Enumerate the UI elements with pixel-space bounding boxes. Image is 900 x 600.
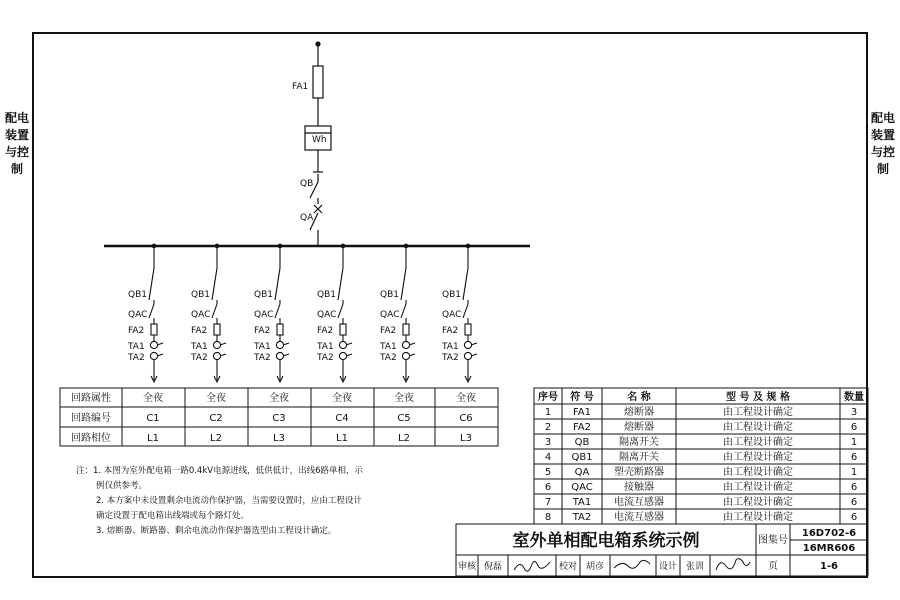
fuse-fa2-symbol xyxy=(403,324,409,335)
contactor-qac-blade xyxy=(401,304,406,318)
equipment-cell: TA1 xyxy=(572,497,592,508)
equipment-cell: 隔离开关 xyxy=(619,452,659,463)
ct-ta1-symbol xyxy=(213,341,220,348)
ct-ta1-symbol xyxy=(464,341,471,348)
equipment-cell: 1 xyxy=(544,407,552,418)
contactor-qac-blade xyxy=(149,304,154,318)
branch-device-label: QB1 xyxy=(128,290,147,300)
circuit-cell: L2 xyxy=(210,433,222,444)
equipment-cell: QAC xyxy=(571,482,593,493)
circuit-cell: C1 xyxy=(146,413,160,424)
isolator-qb-label: QB xyxy=(300,179,314,189)
circuit-row-header: 回路属性 xyxy=(71,393,111,404)
ct-ta1-symbol xyxy=(402,341,409,348)
check-signature xyxy=(614,560,650,568)
circuit-cell: C2 xyxy=(209,413,223,424)
branch-device-label: TA1 xyxy=(317,342,334,352)
equipment-cell: FA2 xyxy=(572,422,592,433)
contactor-qac-blade xyxy=(212,304,217,318)
contactor-qac-blade xyxy=(338,304,343,318)
ct-ta2-symbol xyxy=(464,352,471,359)
equipment-cell: 电流互感器 xyxy=(614,497,664,508)
equipment-cell: 1 xyxy=(850,467,858,478)
branch-feeder xyxy=(401,244,415,382)
branch-device-label: TA2 xyxy=(128,353,145,363)
circuit-row-header: 回路相位 xyxy=(71,433,111,444)
equipment-header: 数量 xyxy=(844,392,864,403)
review-name: 倪磊 xyxy=(483,562,503,572)
ct-ta1-symbol xyxy=(276,341,283,348)
equipment-cell: FA1 xyxy=(572,407,592,418)
note-line: 3. 熔断器、断路器、剩余电流动作保护器选型由工程设计确定。 xyxy=(96,526,337,536)
branch-device-label: QB1 xyxy=(442,290,461,300)
isolator-qb1-blade xyxy=(275,268,280,300)
circuit-cell: L1 xyxy=(147,433,159,444)
fuse-fa1-symbol xyxy=(313,66,323,98)
branch-device-label: FA2 xyxy=(191,326,208,336)
notes xyxy=(76,464,466,539)
fuse-fa2-symbol xyxy=(340,324,346,335)
design-signature xyxy=(716,559,750,570)
circuit-cell: 全夜 xyxy=(269,393,289,404)
ct-ta2-symbol xyxy=(150,352,157,359)
side-label-line: 配电 xyxy=(870,111,895,125)
branch-device-label: TA2 xyxy=(191,353,208,363)
isolator-qb1-blade xyxy=(401,268,406,300)
note-line: 注：1. 本图为室外配电箱一路0.4kV电源进线，低供低计，出线6路单相，示 xyxy=(76,466,363,476)
branch-feeder xyxy=(275,244,289,382)
equipment-cell: 6 xyxy=(850,452,858,463)
circuit-cell: L3 xyxy=(273,433,285,444)
equipment-cell: 7 xyxy=(544,497,552,508)
equipment-cell: 1 xyxy=(850,437,858,448)
branch-device-label: QAC xyxy=(254,310,274,320)
circuit-cell: C4 xyxy=(335,413,349,424)
branch-feeder xyxy=(338,244,352,382)
review-label: 审核 xyxy=(457,562,477,572)
branch-device-label: TA1 xyxy=(191,342,208,352)
branch-device-label: TA1 xyxy=(254,342,271,352)
branch-device-label: FA2 xyxy=(128,326,145,336)
equipment-cell: 由工程设计确定 xyxy=(723,482,793,493)
note-line: 例仅供参考。 xyxy=(96,481,148,491)
equipment-cell: 由工程设计确定 xyxy=(723,437,793,448)
branch-device-label: FA2 xyxy=(317,326,334,336)
equipment-cell: 熔断器 xyxy=(624,407,654,418)
branch-device-label: QAC xyxy=(380,310,400,320)
equipment-cell: 由工程设计确定 xyxy=(723,467,793,478)
ct-ta1-symbol xyxy=(339,341,346,348)
side-label-line: 装置 xyxy=(870,128,895,142)
equipment-cell: QB1 xyxy=(571,452,593,463)
side-label-line: 制 xyxy=(876,162,889,176)
side-label-line: 配电 xyxy=(4,111,29,125)
isolator-qb1-blade xyxy=(212,268,217,300)
equipment-cell: 接触器 xyxy=(624,482,654,493)
design-label: 设计 xyxy=(658,562,678,572)
equipment-cell: 4 xyxy=(544,452,552,463)
branch-device-label: QB1 xyxy=(380,290,399,300)
branch-device-label: FA2 xyxy=(380,326,397,336)
branch-device-label: FA2 xyxy=(254,326,271,336)
fuse-fa2-symbol xyxy=(151,324,157,335)
circuit-cell: C3 xyxy=(272,413,286,424)
contactor-qac-blade xyxy=(463,304,468,318)
contactor-qac-blade xyxy=(275,304,280,318)
design-name: 张训 xyxy=(685,562,705,572)
equipment-cell: 由工程设计确定 xyxy=(723,422,793,433)
isolator-qb1-blade xyxy=(149,268,154,300)
ct-ta2-symbol xyxy=(402,352,409,359)
equipment-cell: 6 xyxy=(544,482,552,493)
side-label-line: 装置 xyxy=(4,128,29,142)
equipment-cell: 6 xyxy=(850,497,858,508)
branch-device-label: TA2 xyxy=(380,353,397,363)
fuse-fa2-symbol xyxy=(277,324,283,335)
branch-device-label: QAC xyxy=(191,310,211,320)
equipment-cell: QA xyxy=(574,467,590,478)
equipment-cell: 3 xyxy=(544,437,552,448)
branch-feeder xyxy=(463,244,477,382)
circuit-cell: 全夜 xyxy=(332,393,352,404)
atlas-number-1: 16D702-6 xyxy=(801,528,857,539)
branch-device-label: QAC xyxy=(317,310,337,320)
branch-device-label: QB1 xyxy=(317,290,336,300)
branch-device-label: TA2 xyxy=(317,353,334,363)
ct-ta2-symbol xyxy=(339,352,346,359)
circuit-cell: L2 xyxy=(398,433,410,444)
equipment-cell: 隔离开关 xyxy=(619,437,659,448)
circuit-row-header: 回路编号 xyxy=(71,413,111,424)
equipment-header: 序号 xyxy=(538,392,558,403)
equipment-cell: QB xyxy=(574,437,590,448)
check-label: 校对 xyxy=(558,562,578,572)
ct-ta1-symbol xyxy=(150,341,157,348)
circuit-cell: 全夜 xyxy=(456,393,476,404)
branch-device-label: TA1 xyxy=(128,342,145,352)
isolator-qb1-blade xyxy=(463,268,468,300)
check-name: 胡彦 xyxy=(585,562,605,572)
equipment-header: 型 号 及 规 格 xyxy=(726,392,790,403)
branch-device-label: FA2 xyxy=(442,326,459,336)
circuit-cell: 全夜 xyxy=(143,393,163,404)
branch-feeder xyxy=(149,244,163,382)
review-signature xyxy=(514,561,550,571)
outgoing-branches xyxy=(127,244,477,382)
circuit-cell: L3 xyxy=(460,433,472,444)
equipment-cell: 2 xyxy=(544,422,552,433)
equipment-cell: 6 xyxy=(850,512,858,523)
note-line: 2. 本方案中未设置剩余电流动作保护器，当需要设置时，应由工程设计 xyxy=(96,496,362,506)
page-label: 页 xyxy=(768,561,778,572)
branch-device-label: TA1 xyxy=(380,342,397,352)
meter-label: Wh xyxy=(312,135,327,145)
equipment-cell: 5 xyxy=(544,467,552,478)
branch-device-label: QAC xyxy=(442,310,462,320)
equipment-cell: 由工程设计确定 xyxy=(723,512,793,523)
circuit-cell: 全夜 xyxy=(206,393,226,404)
drawing-title: 室外单相配电箱系统示例 xyxy=(512,531,700,551)
branch-feeder xyxy=(212,244,226,382)
circuit-cell: C6 xyxy=(459,413,473,424)
branch-device-label: TA2 xyxy=(254,353,271,363)
circuit-cell: L1 xyxy=(336,433,348,444)
page-number: 1-6 xyxy=(819,561,839,572)
circuit-cells xyxy=(143,391,476,444)
branch-device-label: QB1 xyxy=(254,290,273,300)
isolator-qb1-blade xyxy=(338,268,343,300)
equipment-header: 名 称 xyxy=(627,392,651,403)
fuse-fa2-symbol xyxy=(214,324,220,335)
circuit-cell: 全夜 xyxy=(394,393,414,404)
side-label-line: 与控 xyxy=(4,145,29,159)
breaker-qa-label: QA xyxy=(300,213,314,223)
equipment-cell: TA2 xyxy=(572,512,592,523)
fuse-fa1-label: FA1 xyxy=(292,82,309,92)
fuse-fa2-symbol xyxy=(465,324,471,335)
side-label-line: 制 xyxy=(10,162,23,176)
branch-device-label: TA2 xyxy=(442,353,459,363)
equipment-cell: 电流互感器 xyxy=(614,512,664,523)
equipment-cell: 6 xyxy=(850,482,858,493)
branch-device-label: TA1 xyxy=(442,342,459,352)
equipment-cell: 由工程设计确定 xyxy=(723,407,793,418)
equipment-cell: 熔断器 xyxy=(624,422,654,433)
atlas-number-2: 16MR606 xyxy=(802,543,856,554)
ct-ta2-symbol xyxy=(276,352,283,359)
equipment-cell: 由工程设计确定 xyxy=(723,452,793,463)
equipment-cell: 3 xyxy=(850,407,858,418)
equipment-cell: 由工程设计确定 xyxy=(723,497,793,508)
equipment-cell: 6 xyxy=(850,422,858,433)
note-line: 确定设置于配电箱出线端或每个路灯处。 xyxy=(96,511,250,521)
equipment-header: 符 号 xyxy=(570,392,594,403)
equipment-cell: 8 xyxy=(544,512,552,523)
atlas-label: 图集号 xyxy=(758,535,788,546)
ct-ta2-symbol xyxy=(213,352,220,359)
equipment-cell: 塑壳断路器 xyxy=(614,467,664,478)
side-label-line: 与控 xyxy=(870,145,895,159)
circuit-cell: C5 xyxy=(397,413,411,424)
branch-device-label: QB1 xyxy=(191,290,210,300)
branch-device-label: QAC xyxy=(128,310,148,320)
